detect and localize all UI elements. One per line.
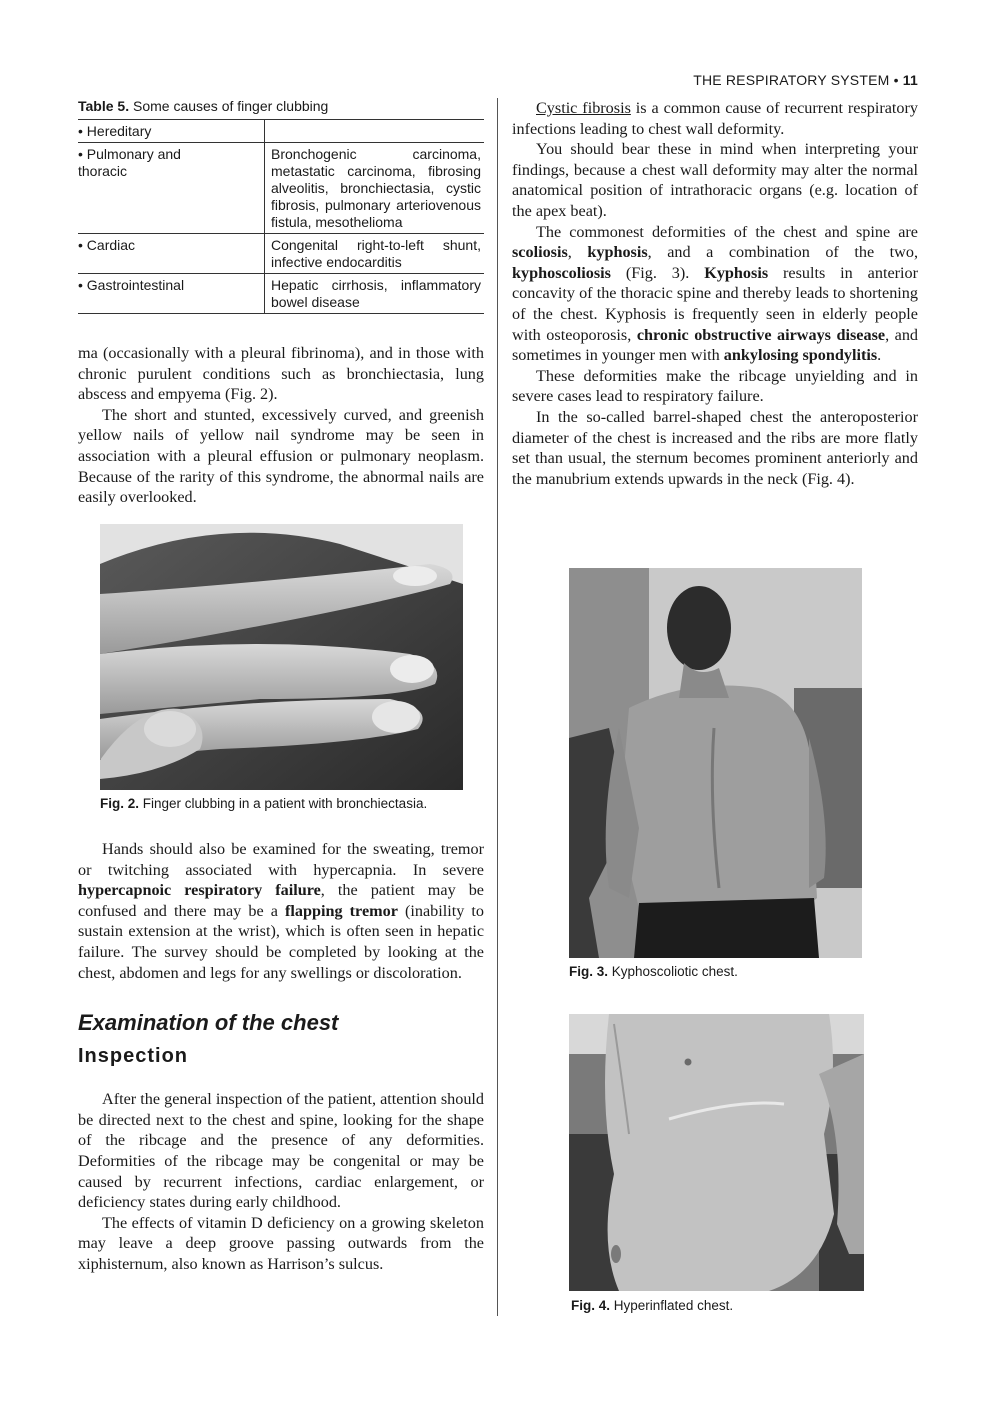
text-run: results in anterior concavity of the thoracic spine and thereby leads to shortening of the chest. Kyphosis is frequently seen in elderly people with osteoporosis, [512, 263, 919, 344]
table-cell-category: • Gastrointestinal [78, 274, 265, 314]
table-row [78, 274, 484, 314]
text-run: is a common cause of recurrent respiratory infections leading to chest wall deformity. [512, 99, 918, 138]
figure-finger-clubbing-photo [100, 524, 463, 790]
paragraph-deformities [512, 222, 918, 366]
hyperinflated-chest-image [569, 1014, 864, 1291]
text-run: (Fig. 3). [610, 263, 705, 282]
table-cell-causes [265, 120, 485, 143]
paragraph-clubbing-continued: ma (occasionally with a pleural fibrinoma), and in those with chronic purulent conditions such as bronchiectasia, lung abscess and empyema (Fig. 2). [78, 344, 484, 404]
term-scoliosis: scoliosis [512, 243, 568, 262]
figure-hyperinflated-chest-photo [569, 1014, 864, 1291]
text-run: . [877, 346, 882, 365]
table-title: Some causes of finger clubbing [132, 98, 329, 114]
text-run: (inability to sustain extension at the wrist), which is often seen in hepatic failure. The survey should be completed by looking at the chest, abdomen and legs for any swellings or discoloration. [78, 901, 485, 982]
clubbing-causes-table [78, 119, 484, 314]
term-hypercapnoic-failure: hypercapnoic respiratory failure [78, 881, 321, 900]
figure-4-caption [571, 1298, 901, 1313]
table-cell-category: • Hereditary [78, 120, 265, 143]
text-run: , the patient may be confused and there may be a [78, 881, 484, 920]
text-run: , [567, 243, 588, 262]
paragraph-cystic-fibrosis [512, 98, 918, 139]
table-cell-causes: Bronchogenic carcinoma, metastatic carcinoma, fibrosing alveolitis, bronchiectasia, cystic fibrosis, pulmonary arteriovenous fistula, mesothelioma [265, 143, 485, 234]
subheading: Inspection [78, 1045, 189, 1068]
table-cell-category: • Pulmonary and thoracic [78, 143, 265, 234]
paragraph-barrel-chest: In the so-called barrel-shaped chest the anteroposterior diameter of the chest is increased and the ribs are more flatly set than usual, the sternum becomes prominent anteriorly and the manubrium extends upwards in the neck (Fig. 4). [512, 407, 918, 488]
fig-4-caption-text: Hyperinflated chest. [613, 1298, 734, 1313]
paragraph-vitamin-d: The effects of vitamin D deficiency on a growing skeleton may leave a deep groove passing outwards from the xiphisternum, also known as Harrison’s sulcus. [78, 1213, 484, 1273]
running-header [693, 72, 918, 88]
text-run: The commonest deformities of the chest and spine are [536, 222, 918, 241]
term-kyphoscoliosis: kyphoscoliosis [512, 263, 611, 282]
table-row [78, 143, 484, 234]
figure-3-caption [569, 964, 899, 979]
text-run: , and a combination of the two, [647, 243, 918, 262]
term-copd: chronic obstructive airways disease [636, 325, 886, 344]
table-row [78, 120, 484, 143]
figure-2-caption [100, 796, 490, 811]
running-header-section: THE RESPIRATORY SYSTEM [693, 72, 890, 88]
cystic-fibrosis-link[interactable]: Cystic fibrosis [536, 99, 631, 117]
text-run: Hands should also be examined for the sweating, tremor or twitching associated with hypercapnia. In severe [78, 840, 484, 879]
paragraph-inspection: After the general inspection of the patient, attention should be directed next to the chest and spine, looking for the shape of the ribcage and the presence of any deformities. Deformities of the ribcage may be congenital or may be caused by recurrent infections, cardiac enlargement, or deficiency states during early childhood. [78, 1090, 484, 1212]
page-number: 11 [902, 72, 918, 88]
term-ankylosing-spondylitis: ankylosing spondylitis [723, 346, 878, 365]
section-heading: Examination of the chest [78, 1010, 339, 1036]
paragraph-interpretation: You should bear these in mind when interpreting your findings, because a chest wall deformity may alter the normal anatomical position of intrathoracic organs (e.g. location of the apex beat). [512, 140, 918, 220]
text-run: , and sometimes in younger men with [512, 325, 919, 365]
table-label: Table 5. [78, 98, 130, 114]
table-cell-causes: Hepatic cirrhosis, inflammatory bowel disease [265, 274, 485, 314]
left-column-bottom [78, 839, 484, 1275]
finger-clubbing-image [100, 524, 463, 790]
table-cell-category: • Cardiac [78, 234, 265, 274]
fig-3-caption-text: Kyphoscoliotic chest. [611, 964, 738, 979]
figure-kyphoscoliosis-photo [569, 568, 862, 958]
fig-3-label: Fig. 3. [569, 964, 609, 979]
fig-2-caption-text: Finger clubbing in a patient with bronchiectasia. [142, 796, 428, 811]
column-rule [497, 98, 498, 1316]
paragraph-yellow-nail: The short and stunted, excessively curved, and greenish yellow nails of yellow nail syndrome may be seen in association with a pleural effusion or pulmonary neoplasm. Because of the rarity of this syndrome, the abnormal nails are easily overlooked. [78, 405, 484, 507]
term-flapping-tremor: flapping tremor [285, 901, 398, 920]
term-kyphosis-2: Kyphosis [704, 263, 769, 282]
right-column-text [512, 98, 918, 489]
paragraph-hands-examination [78, 839, 484, 983]
paragraph-respiratory-failure: These deformities make the ribcage unyielding and in severe cases lead to respiratory failure. [512, 366, 918, 406]
kyphoscoliosis-image [569, 568, 862, 958]
fig-4-label: Fig. 4. [571, 1298, 611, 1313]
table-caption [78, 98, 484, 114]
fig-2-label: Fig. 2. [100, 796, 140, 811]
term-kyphosis: kyphosis [587, 243, 648, 262]
table-cell-causes: Congenital right-to-left shunt, infective endocarditis [265, 234, 485, 274]
table-row [78, 234, 484, 274]
header-separator: • [893, 72, 899, 88]
left-column-top [78, 98, 484, 508]
